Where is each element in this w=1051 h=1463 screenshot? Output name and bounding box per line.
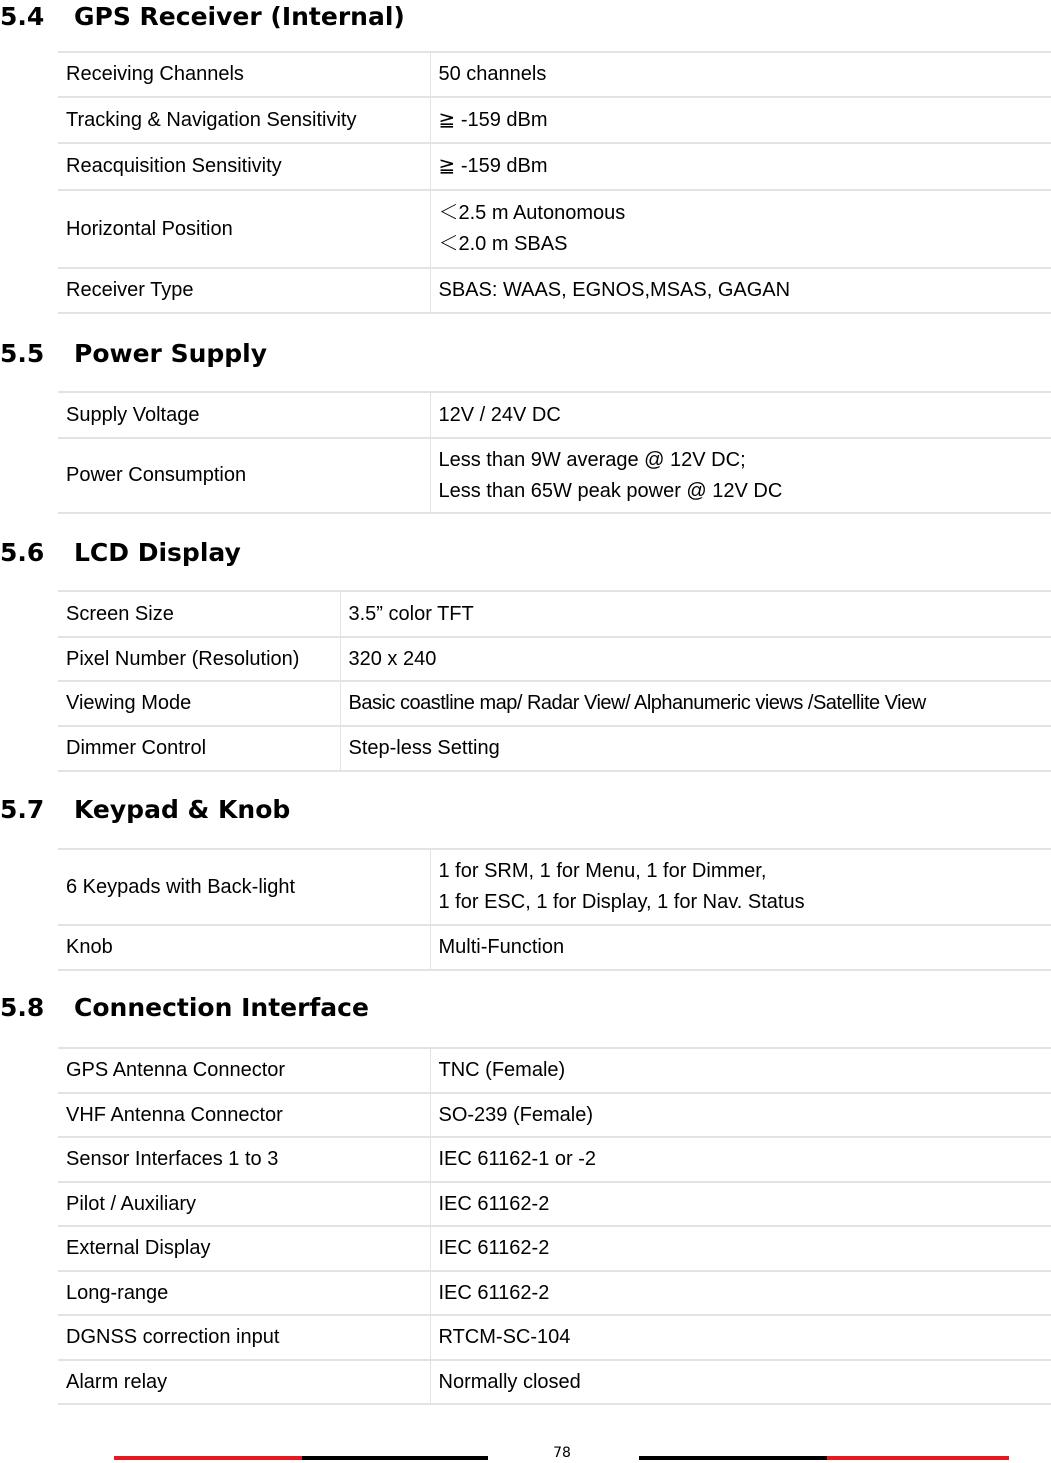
section-heading <box>0 337 267 371</box>
table-row <box>58 52 1051 97</box>
section-title: GPS Receiver (Internal) <box>74 2 405 31</box>
spec-value-line: Normally closed <box>438 1370 581 1393</box>
spec-value <box>430 52 1051 97</box>
spec-value-line: IEC 61162-1 or -2 <box>438 1148 596 1170</box>
section-number: 5.5 <box>0 339 45 368</box>
spec-value <box>430 1360 1051 1404</box>
section-number: 5.7 <box>0 795 45 824</box>
spec-value <box>430 1315 1051 1360</box>
table-row <box>58 190 1051 268</box>
spec-table-power-supply <box>58 391 1051 514</box>
table-row <box>58 637 1051 681</box>
table-row <box>58 438 1051 513</box>
section-number: 5.8 <box>0 993 45 1022</box>
spec-label: 6 Keypads with Back-light <box>58 849 430 925</box>
spec-value-line: Less than 9W average @ 12V DC; <box>438 448 746 471</box>
spec-value <box>340 637 1051 681</box>
spec-label: Receiver Type <box>58 268 430 313</box>
spec-label: Tracking & Navigation Sensitivity <box>58 97 430 143</box>
spec-table-keypad-knob <box>58 848 1051 971</box>
spec-label: Pixel Number (Resolution) <box>58 637 340 681</box>
spec-value-line: 1 for ESC, 1 for Display, 1 for Nav. Status <box>438 891 805 913</box>
spec-label: GPS Antenna Connector <box>58 1048 430 1093</box>
spec-label: Reacquisition Sensitivity <box>58 143 430 190</box>
table-row <box>58 143 1051 190</box>
spec-value-line: RTCM-SC-104 <box>438 1326 571 1348</box>
table-row <box>58 97 1051 143</box>
spec-value <box>340 726 1051 771</box>
table-row <box>58 591 1051 637</box>
spec-value <box>430 392 1051 438</box>
spec-label: Sensor Interfaces 1 to 3 <box>58 1137 430 1182</box>
spec-label: Screen Size <box>58 591 340 637</box>
spec-label: Pilot / Auxiliary <box>58 1182 430 1226</box>
table-row <box>58 268 1051 313</box>
spec-value <box>430 1137 1051 1182</box>
footer-bar-left-red <box>114 1456 302 1460</box>
section-title: LCD Display <box>74 538 241 567</box>
spec-value <box>430 143 1051 190</box>
spec-value-line: SBAS: WAAS, EGNOS,MSAS, GAGAN <box>438 279 791 301</box>
spec-value <box>430 925 1051 970</box>
table-row <box>58 925 1051 970</box>
table-row <box>58 1093 1051 1137</box>
spec-table-lcd-display <box>58 590 1051 772</box>
spec-value <box>430 97 1051 143</box>
spec-table-gps-receiver <box>58 51 1051 314</box>
spec-value-line: 3.5” color TFT <box>348 602 474 625</box>
table-row <box>58 1137 1051 1182</box>
section-title: Connection Interface <box>74 993 369 1022</box>
spec-value-line: 50 channels <box>438 63 547 85</box>
spec-value-line: IEC 61162-2 <box>438 1237 550 1259</box>
spec-value <box>340 681 1051 726</box>
section-heading <box>0 0 405 34</box>
table-row <box>58 1271 1051 1315</box>
spec-value-line: ＜2.5 m Autonomous <box>438 202 626 224</box>
spec-label: DGNSS correction input <box>58 1315 430 1360</box>
section-number: 5.6 <box>0 538 45 567</box>
table-row <box>58 726 1051 771</box>
spec-value <box>430 268 1051 313</box>
section-heading <box>0 991 369 1025</box>
spec-label: VHF Antenna Connector <box>58 1093 430 1137</box>
section-title: Power Supply <box>74 339 268 368</box>
spec-label: Horizontal Position <box>58 190 430 268</box>
spec-value-line: 1 for SRM, 1 for Menu, 1 for Dimmer, <box>438 860 767 882</box>
spec-value <box>430 1048 1051 1093</box>
spec-label: Alarm relay <box>58 1360 430 1404</box>
spec-value <box>430 1226 1051 1271</box>
table-row <box>58 1182 1051 1226</box>
spec-value <box>430 438 1051 513</box>
section-heading <box>0 793 290 827</box>
section-heading <box>0 536 241 570</box>
spec-value <box>340 591 1051 637</box>
spec-value-line: ≧ -159 dBm <box>438 155 548 177</box>
table-row <box>58 681 1051 726</box>
spec-label: Dimmer Control <box>58 726 340 771</box>
spec-value-line: IEC 61162-2 <box>438 1192 550 1215</box>
footer-bar-right-red <box>827 1456 1009 1460</box>
spec-value-line: 12V / 24V DC <box>438 403 561 426</box>
spec-label: External Display <box>58 1226 430 1271</box>
spec-value <box>430 1182 1051 1226</box>
page-number: 78 <box>553 1445 571 1461</box>
spec-label: Viewing Mode <box>58 681 340 726</box>
table-row <box>58 1048 1051 1093</box>
spec-value-line: Less than 65W peak power @ 12V DC <box>438 479 783 502</box>
spec-value <box>430 190 1051 268</box>
spec-value-line: ≧ -159 dBm <box>438 108 548 131</box>
spec-value <box>430 849 1051 925</box>
spec-label: Knob <box>58 925 430 970</box>
table-row <box>58 392 1051 438</box>
spec-value-line: ＜2.0 m SBAS <box>438 233 568 255</box>
spec-table-connection-interface <box>58 1047 1051 1405</box>
table-row <box>58 1315 1051 1360</box>
spec-label: Receiving Channels <box>58 52 430 97</box>
spec-value-line: Multi-Function <box>438 936 565 958</box>
spec-value-line: 320 x 240 <box>348 647 437 670</box>
section-number: 5.4 <box>0 2 45 31</box>
table-row <box>58 1226 1051 1271</box>
spec-value-line: Basic coastline map/ Radar View/ Alphanumeric views /Satellite View <box>348 692 926 714</box>
section-title: Keypad & Knob <box>74 795 291 824</box>
table-row <box>58 1360 1051 1404</box>
footer-bar-left-black <box>302 1456 488 1460</box>
spec-label: Supply Voltage <box>58 392 430 438</box>
spec-label: Long-range <box>58 1271 430 1315</box>
spec-value <box>430 1093 1051 1137</box>
spec-label: Power Consumption <box>58 438 430 513</box>
table-row <box>58 849 1051 925</box>
spec-value-line: Step-less Setting <box>348 737 500 759</box>
spec-value-line: SO-239 (Female) <box>438 1103 593 1126</box>
footer-bar-right-black <box>639 1456 827 1460</box>
spec-value-line: TNC (Female) <box>438 1059 566 1081</box>
spec-value-line: IEC 61162-2 <box>438 1281 550 1304</box>
spec-value <box>430 1271 1051 1315</box>
